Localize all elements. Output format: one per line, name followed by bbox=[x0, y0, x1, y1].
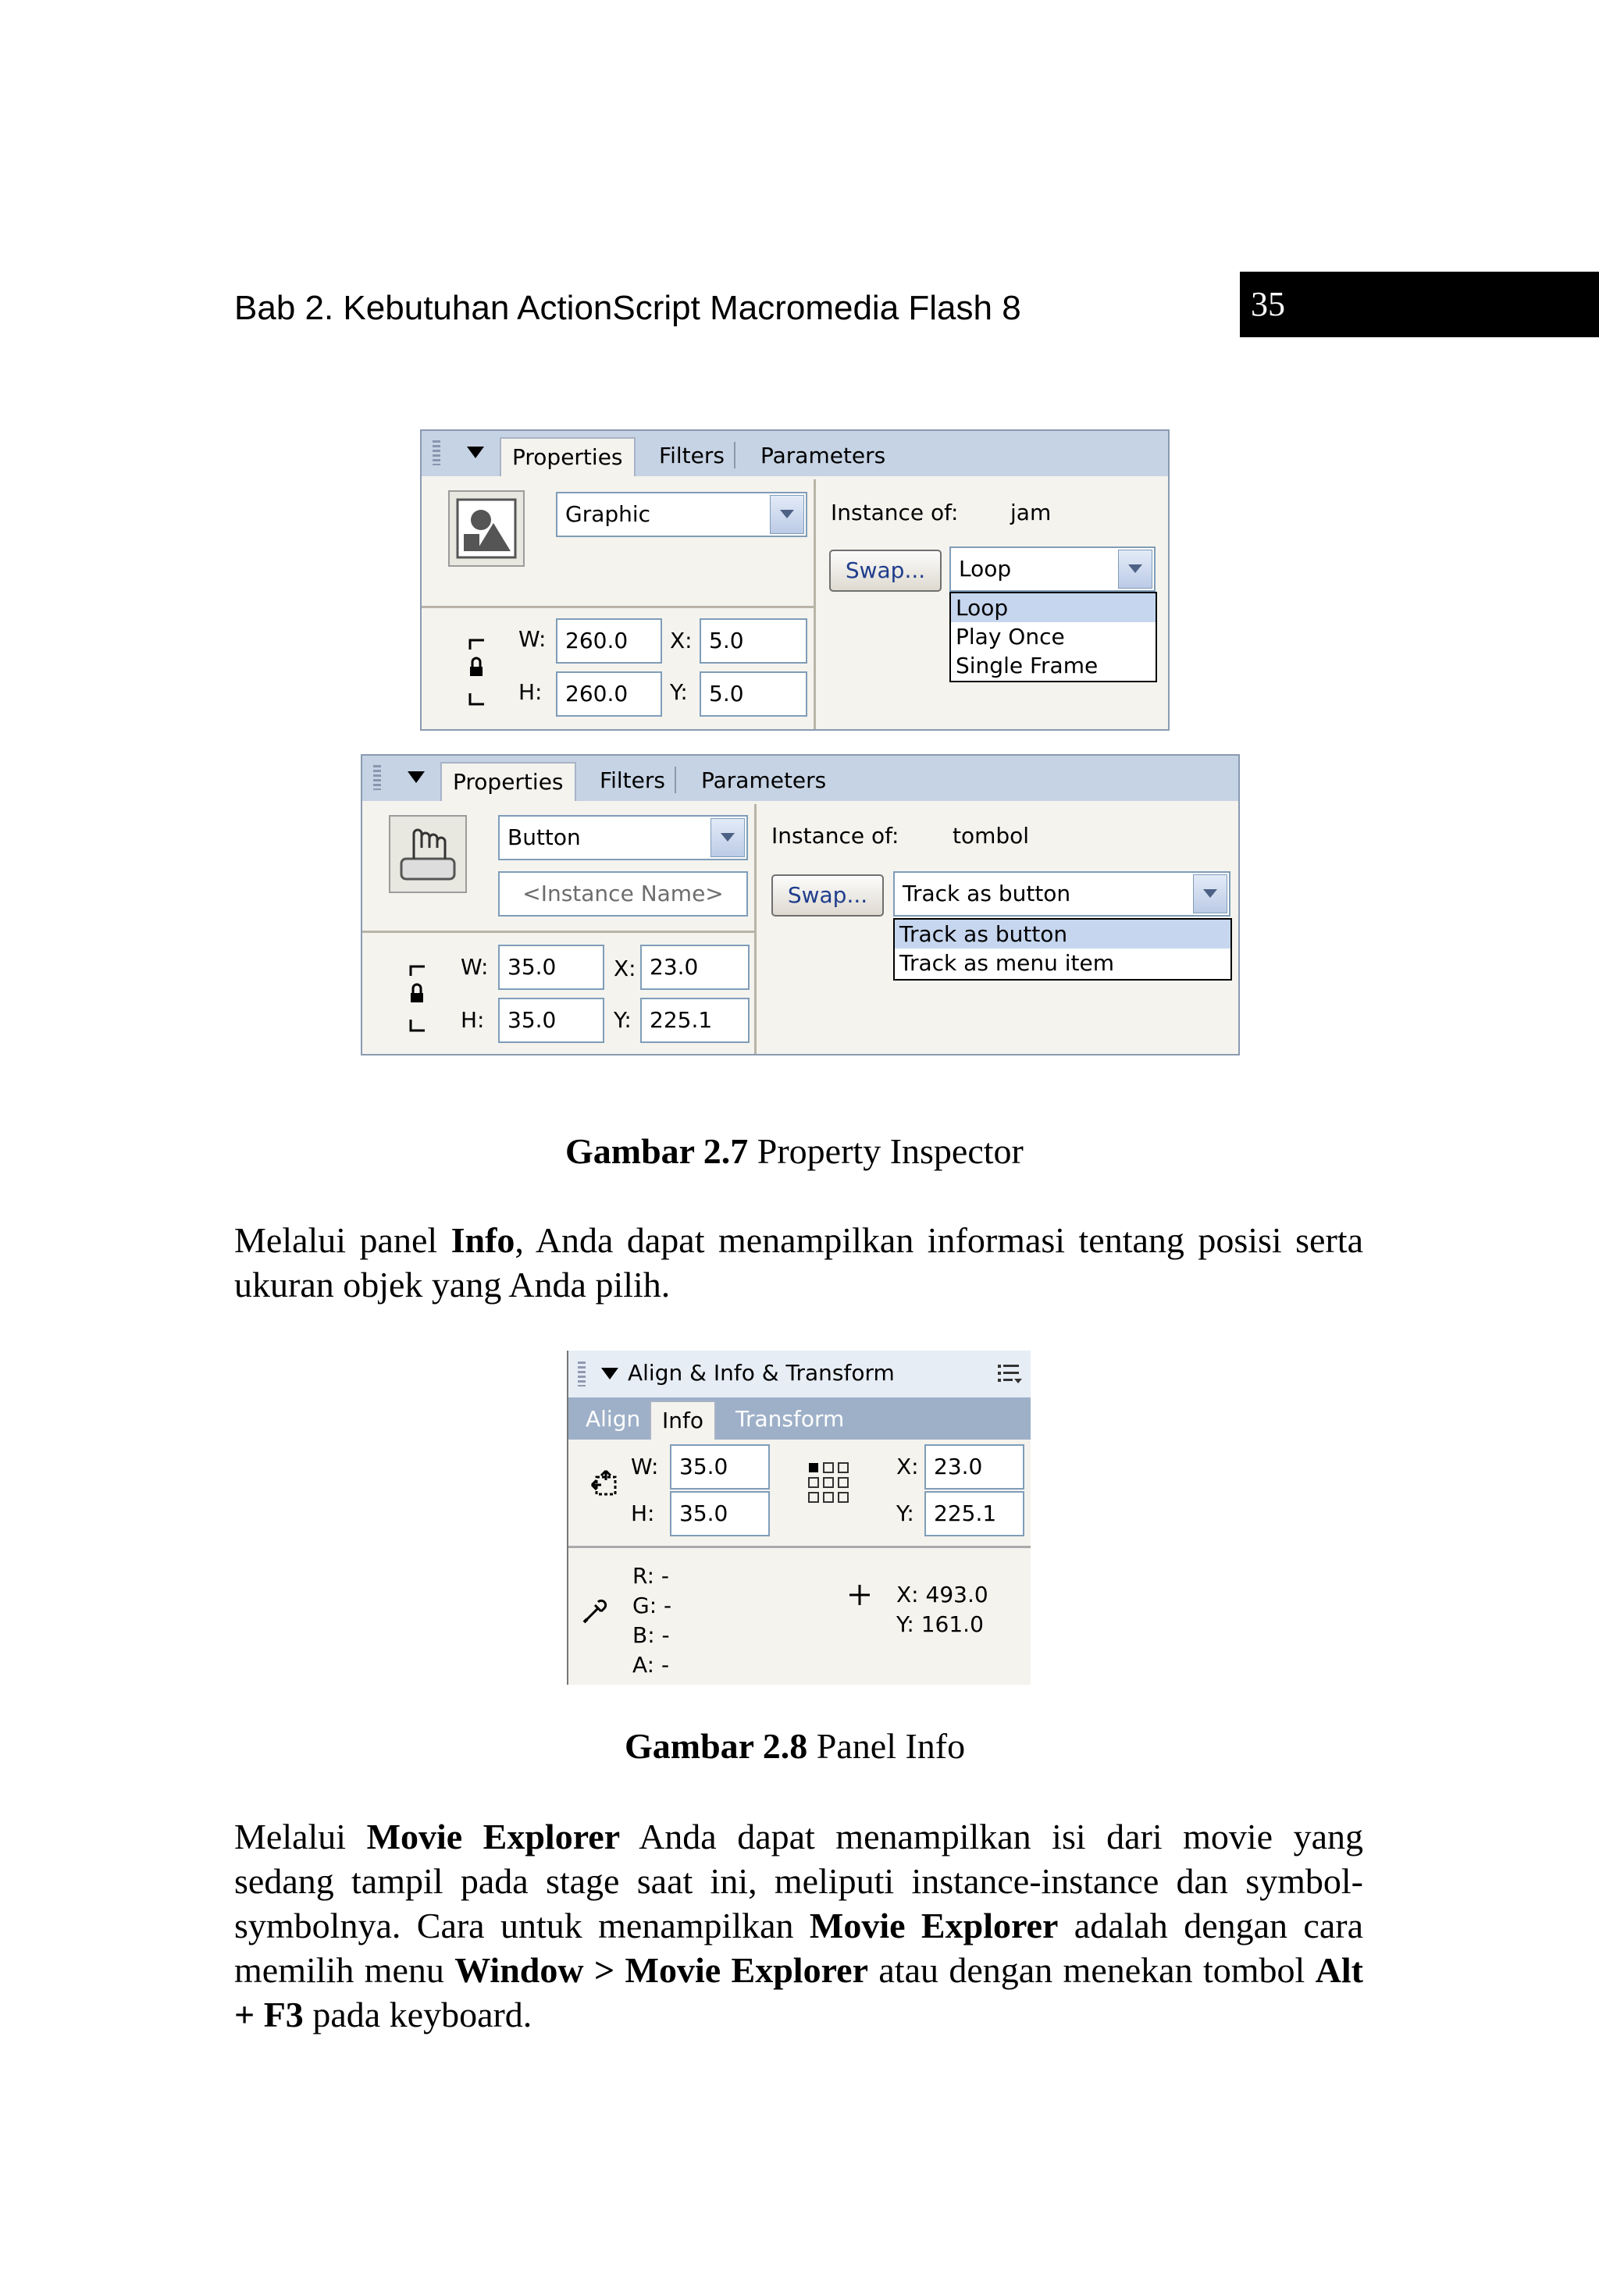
registration-grid-icon[interactable] bbox=[807, 1461, 851, 1505]
paragraph-info: Melalui panel Info, Anda dapat menampilkan informasi tentang posisi serta ukuran objek yang Anda pilih. bbox=[234, 1220, 1363, 1305]
y-label: Y: bbox=[614, 1007, 632, 1033]
w-field[interactable]: 35.0 bbox=[670, 1444, 770, 1490]
chevron-down-icon[interactable] bbox=[1193, 874, 1227, 913]
crosshair-icon bbox=[848, 1583, 871, 1607]
tab-bar bbox=[422, 431, 1168, 476]
swap-button[interactable]: Swap... bbox=[771, 874, 884, 917]
w-label: W: bbox=[518, 626, 547, 652]
w-field[interactable]: 35.0 bbox=[498, 945, 604, 990]
y-label: Y: bbox=[670, 679, 688, 705]
track-dropdown[interactable]: Track as button bbox=[893, 871, 1230, 917]
instance-of-label: Instance of: bbox=[831, 500, 959, 525]
color-a-readout: A: - bbox=[632, 1652, 670, 1678]
h-field[interactable]: 260.0 bbox=[556, 671, 662, 717]
symbol-type-dropdown[interactable]: Button bbox=[498, 815, 748, 860]
h-field[interactable]: 35.0 bbox=[498, 998, 604, 1043]
x-label: X: bbox=[670, 628, 693, 653]
x-field[interactable]: 5.0 bbox=[700, 618, 807, 664]
color-b-readout: B: - bbox=[632, 1622, 670, 1648]
property-inspector-button bbox=[361, 754, 1240, 1055]
instance-name-input[interactable]: <Instance Name> bbox=[498, 871, 748, 917]
w-field[interactable]: 260.0 bbox=[556, 618, 662, 664]
grip-handle-icon[interactable] bbox=[433, 440, 440, 465]
instance-of-value: tombol bbox=[953, 823, 1030, 849]
running-title: Bab 2. Kebutuhan ActionScript Macromedia Flash 8 bbox=[234, 289, 1021, 327]
tab-bar bbox=[568, 1397, 1031, 1440]
lock-proportions-icon[interactable] bbox=[467, 634, 486, 712]
h-label: H: bbox=[518, 679, 543, 705]
options-menu-icon[interactable] bbox=[996, 1362, 1023, 1386]
cursor-y-readout: Y: 161.0 bbox=[896, 1611, 984, 1637]
y-field[interactable]: 225.1 bbox=[924, 1491, 1024, 1536]
figure-caption-2-7: Gambar 2.7 Property Inspector bbox=[565, 1131, 1024, 1171]
panel-title-bar bbox=[568, 1351, 1031, 1397]
list-item[interactable]: Track as menu item bbox=[899, 950, 1114, 976]
eyedropper-icon bbox=[581, 1594, 609, 1625]
color-r-readout: R: - bbox=[632, 1563, 670, 1589]
tab-properties[interactable]: Properties bbox=[440, 762, 576, 801]
button-symbol-icon bbox=[389, 815, 467, 893]
tab-parameters[interactable]: Parameters bbox=[760, 443, 886, 468]
x-label: X: bbox=[614, 956, 636, 981]
loop-options-list[interactable] bbox=[949, 592, 1157, 682]
swap-button[interactable]: Swap... bbox=[829, 550, 942, 592]
y-field[interactable]: 5.0 bbox=[700, 671, 807, 717]
x-field[interactable]: 23.0 bbox=[640, 945, 750, 990]
collapse-triangle-icon[interactable] bbox=[601, 1368, 618, 1379]
list-item[interactable]: Play Once bbox=[956, 624, 1065, 650]
grip-handle-icon[interactable] bbox=[578, 1362, 586, 1386]
tab-info[interactable]: Info bbox=[650, 1401, 716, 1440]
tab-transform[interactable]: Transform bbox=[735, 1406, 845, 1432]
page-number: 35 bbox=[1240, 272, 1599, 337]
collapse-triangle-icon[interactable] bbox=[467, 447, 484, 458]
symbol-type-dropdown[interactable]: Graphic bbox=[556, 492, 807, 537]
loop-dropdown[interactable]: Loop bbox=[949, 546, 1156, 592]
instance-of-label: Instance of: bbox=[771, 823, 899, 849]
h-label: H: bbox=[461, 1007, 485, 1033]
w-label: W: bbox=[631, 1454, 659, 1479]
h-field[interactable]: 35.0 bbox=[670, 1491, 770, 1536]
instance-of-value: jam bbox=[1010, 500, 1052, 525]
color-g-readout: G: - bbox=[632, 1593, 672, 1618]
tab-filters[interactable]: Filters bbox=[600, 767, 665, 793]
transform-origin-icon[interactable] bbox=[589, 1468, 623, 1502]
x-field[interactable]: 23.0 bbox=[924, 1444, 1024, 1490]
y-label: Y: bbox=[896, 1500, 914, 1526]
list-item[interactable]: Track as button bbox=[895, 920, 1230, 949]
y-field[interactable]: 225.1 bbox=[640, 998, 750, 1043]
list-item[interactable]: Single Frame bbox=[956, 653, 1099, 678]
chevron-down-icon[interactable] bbox=[770, 495, 804, 534]
panel-title: Align & Info & Transform bbox=[628, 1360, 895, 1386]
h-label: H: bbox=[631, 1500, 655, 1526]
lock-proportions-icon[interactable] bbox=[408, 960, 426, 1038]
tab-align[interactable]: Align bbox=[586, 1406, 641, 1432]
graphic-symbol-icon bbox=[448, 490, 525, 567]
paragraph-movie-explorer: Melalui Movie Explorer Anda dapat menampilkan isi dari movie yang sedang tampil pada stage saat ini, meliputi instance-instance dan symbol-symbolnya. Cara untuk menampilkan Movie Explorer adalah dengan cara memilih menu Window > Movie Explorer atau dengan menekan tombol Alt + F3 pada keyboard. bbox=[234, 1817, 1363, 2034]
align-info-transform-panel bbox=[567, 1351, 1031, 1685]
figure-caption-2-8: Gambar 2.8 Panel Info bbox=[625, 1726, 966, 1766]
collapse-triangle-icon[interactable] bbox=[408, 771, 425, 783]
property-inspector-graphic bbox=[420, 429, 1170, 731]
w-label: W: bbox=[461, 954, 489, 980]
tab-filters[interactable]: Filters bbox=[659, 443, 725, 468]
tab-properties[interactable]: Properties bbox=[500, 437, 636, 476]
list-item[interactable]: Loop bbox=[951, 593, 1156, 622]
track-options-list[interactable] bbox=[893, 918, 1232, 981]
grip-handle-icon[interactable] bbox=[373, 765, 381, 790]
tab-bar bbox=[362, 756, 1238, 801]
tab-parameters[interactable]: Parameters bbox=[701, 767, 827, 793]
chevron-down-icon[interactable] bbox=[1118, 550, 1152, 589]
chevron-down-icon[interactable] bbox=[710, 818, 745, 857]
cursor-x-readout: X: 493.0 bbox=[896, 1582, 988, 1607]
x-label: X: bbox=[896, 1454, 919, 1479]
